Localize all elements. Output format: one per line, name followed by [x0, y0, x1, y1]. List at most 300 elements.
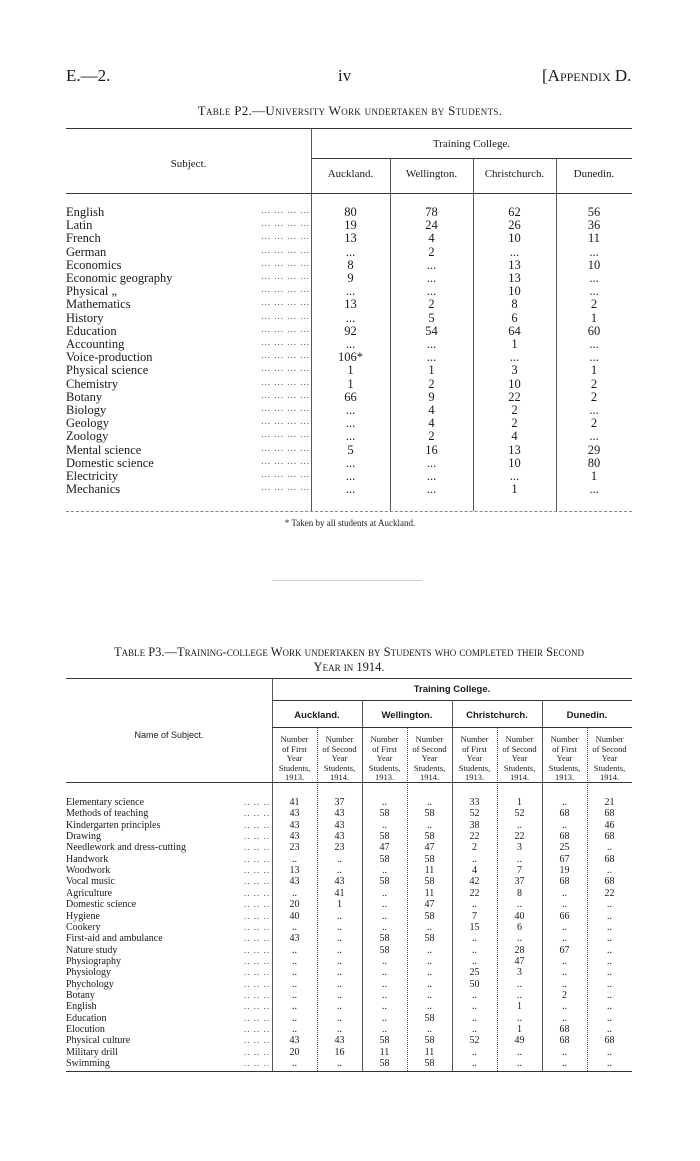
table-p3-cell: 1 [337, 899, 342, 911]
table-p3-row-leader: .. .. .. [244, 887, 270, 898]
table-p3-row-subject: First-aid and ambulance [66, 933, 163, 945]
table-p3-sub-header-line: Year [601, 753, 618, 763]
table-p3-cell: 49 [514, 1035, 525, 1047]
table-p3-row-leader: .. .. .. [244, 1046, 270, 1057]
table-p2-cell: 13 [344, 297, 357, 312]
table-p3-cell: .. [607, 933, 612, 945]
table-p3-cell: .. [292, 1001, 297, 1013]
table-p2-cell: 24 [425, 218, 438, 233]
table-p3-sub-header-line: Students, [458, 762, 491, 773]
table-p3-row-subject: Physiography [66, 955, 121, 967]
table-p2-row-subject: Physical science [66, 363, 149, 378]
table-p2-cell: 1 [511, 337, 518, 351]
table-p3-sub-header-line: 1914. [509, 772, 530, 782]
table-p2-row-leader: ... ... ... ... [261, 323, 310, 334]
table-p3-cell: 3 [517, 967, 522, 979]
table-p2-cell: 8 [511, 297, 518, 312]
table-p3-cell: 8 [517, 887, 522, 899]
table-p3-cell: .. [517, 899, 522, 911]
table-p3-sub-header-line: of Second [502, 743, 537, 754]
table-p3-header-rule [66, 782, 632, 783]
table-p3-cell: .. [292, 978, 297, 990]
table-p2-cell: 66 [344, 389, 357, 404]
table-p3-row-leader: .. .. .. [244, 1001, 270, 1012]
table-p2-column-header: Christchurch. [484, 168, 545, 180]
table-p3-cell: .. [427, 1024, 432, 1035]
table-p3-cell: 43 [334, 819, 345, 831]
table-p2-cell: 36 [587, 218, 601, 233]
table-p2-row-subject: Botany [66, 389, 103, 404]
table-p2-cell: 10 [508, 376, 521, 391]
table-p2-cell: 10 [508, 284, 521, 299]
table-p3-row-leader: .. .. .. [244, 967, 270, 978]
table-p3-cell: 40 [289, 910, 300, 922]
table-p3-cell: 58 [424, 853, 435, 865]
table-p3-row-leader: .. .. .. [244, 1024, 270, 1034]
table-p2-group-header: Training College. [432, 138, 511, 150]
table-p3-sub-header [317, 735, 362, 783]
table-p3-cell: .. [292, 989, 297, 1001]
table-p3-cell: .. [607, 910, 612, 922]
table-p3-sub-header-line: of First [462, 743, 487, 754]
table-p3-row-subject: Needlework and dress-cutting [66, 842, 186, 854]
table-p3-cell: .. [607, 1001, 612, 1013]
table-p2-cell: 10 [508, 231, 521, 246]
table-p3-cell: .. [382, 1012, 387, 1024]
table-p3-cell: 66 [559, 910, 570, 922]
table-p3-cell: 50 [469, 978, 480, 990]
table-p3-cell: .. [382, 910, 387, 922]
table-p2-row-leader: ... ... ... ... [261, 403, 310, 413]
table-p2-row-subject: Mathematics [66, 297, 131, 312]
table-p2-cell: ... [426, 284, 437, 299]
table-p3-row-subject: Methods of teaching [66, 808, 149, 820]
table-p3-cell: .. [517, 853, 522, 865]
table-p3-top-rule [66, 678, 632, 679]
table-p3-cell: 58 [424, 808, 435, 820]
table-p2-row-leader: ... ... ... ... [261, 244, 310, 255]
table-p3-cell: .. [472, 853, 477, 865]
table-p3-college-header: Auckland. [294, 710, 340, 721]
table-p3-cell: .. [382, 967, 387, 979]
table-p3-cell: .. [562, 1001, 567, 1013]
table-p2-row-leader: ... ... ... ... [261, 482, 310, 493]
table-p3-cell: 16 [334, 1046, 345, 1058]
table-p3-cell: 2 [472, 842, 477, 854]
table-p3-row-leader: .. .. .. [244, 865, 270, 876]
table-p3-cell: .. [607, 865, 612, 877]
table-p3-cell: .. [607, 1058, 612, 1070]
table-p3-cell: .. [427, 921, 432, 933]
table-p3-cell: 47 [424, 842, 435, 854]
table-p2-row-leader: ... ... ... ... [261, 429, 310, 440]
table-p3-cell: .. [472, 955, 477, 967]
table-p3-sub-header-line: Number [550, 734, 579, 744]
table-p3-cell: .. [607, 944, 612, 956]
table-p3-cell: .. [607, 842, 612, 854]
table-p3-cell: .. [337, 1024, 342, 1035]
table-p2-row-subject: Economic geography [66, 271, 173, 285]
appendix-label: [Appendix D. [542, 66, 632, 85]
table-p3-sub-header-line: Students, [503, 762, 536, 773]
table-p3-cell: .. [337, 967, 342, 979]
table-p3-sub-header [587, 735, 632, 783]
table-p2-cell: 3 [511, 363, 518, 378]
table-p3-cell: 58 [379, 1035, 390, 1047]
table-p2-cell: 106* [338, 350, 363, 365]
table-p3-cell: 7 [472, 910, 477, 922]
page-code: E.—2. [66, 66, 111, 85]
table-p2-cell: ... [589, 271, 599, 285]
table-p3-cell: 67 [559, 853, 570, 865]
table-p3-cell: 1 [517, 1001, 522, 1013]
table-p3-cell: 25 [559, 842, 570, 854]
table-p3-row-subject: Nature study [66, 944, 118, 956]
table-p2-cell: ... [345, 429, 356, 444]
table-p2-cell: ... [426, 271, 437, 285]
table-p2-column-header: Auckland. [327, 168, 374, 180]
table-p3-cell: 58 [424, 1012, 435, 1024]
table-p2-cell: ... [345, 403, 356, 417]
table-p2-cell: ... [345, 337, 356, 351]
table-p2-row-leader: ... ... ... ... [261, 350, 310, 361]
table-p3-cell: .. [517, 1058, 522, 1070]
table-p2-row-leader: ... ... ... ... [261, 469, 310, 479]
table-p2-cell: ... [589, 350, 599, 365]
table-p3-cell: 23 [334, 842, 345, 854]
table-p3-sub-header-line: Students, [278, 762, 311, 773]
table-p2-cell: 78 [425, 205, 438, 219]
table-p2-row-leader: ... ... ... ... [261, 205, 310, 215]
table-p3-cell: .. [472, 933, 477, 945]
table-p2-cell: 16 [425, 442, 438, 457]
table-p3-row-leader: .. .. .. [244, 989, 270, 1000]
table-p3-row-subject: Domestic science [66, 899, 137, 911]
table-p2-cell: ... [426, 482, 437, 497]
table-p2-cell: 64 [508, 323, 521, 338]
table-p3-row-leader: .. .. .. [244, 944, 270, 955]
table-p3-sub-header-line: 1913. [284, 772, 305, 782]
table-p2-cell: 56 [587, 205, 601, 219]
table-p3-sub-header-line: 1914. [599, 772, 620, 782]
table-p2-row-leader: ... ... ... ... [261, 297, 310, 308]
table-p3-cell: .. [292, 1058, 297, 1070]
table-p3-cell: .. [382, 797, 387, 808]
table-p3-sub-header-line: Number [415, 734, 444, 744]
table-p3-sub-header-line: of Second [322, 743, 357, 754]
table-p2-cell: ... [426, 337, 437, 351]
table-p3-title-line-1: Table P3.—Training-college Work undertaken by Students who completed their Second [113, 645, 585, 659]
table-p3-row-subject: Hygiene [66, 910, 100, 922]
table-p3-cell: 41 [334, 887, 345, 899]
table-p3-sub-header-line: Year [376, 753, 393, 763]
table-p3-sub-header [407, 735, 452, 783]
table-p3-sub-header-line: Students, [323, 762, 356, 773]
table-p3-sub-header-line: of Second [412, 743, 447, 754]
table-p3-cell: .. [472, 1058, 477, 1070]
table-p3-cell: .. [427, 978, 432, 990]
table-p3-cell: 68 [604, 876, 615, 888]
table-p3-cell: 58 [379, 933, 390, 945]
table-p3-row-leader: .. .. .. [244, 933, 270, 944]
table-p2-cell: 10 [508, 455, 521, 470]
table-p3-row-subject: Agriculture [66, 887, 113, 899]
table-p3-cell: 58 [379, 808, 390, 820]
table-p2-row-leader: ... ... ... ... [261, 389, 310, 400]
table-p3-cell: 37 [514, 876, 525, 888]
table-p2-cell: ... [345, 244, 356, 259]
table-p2-row-leader: ... ... ... ... [261, 257, 310, 268]
table-p2-row-subject: Zoology [66, 429, 109, 444]
table-p2-cell: ... [345, 482, 356, 497]
table-p2-subject-header: Subject. [170, 158, 207, 170]
table-p3-cell: 7 [517, 865, 522, 877]
table-p3-cell: 11 [424, 865, 435, 877]
table-p3-sub-header-line: Students, [593, 762, 626, 773]
table-p2-cell: ... [509, 350, 520, 365]
table-p2-group-rule [311, 158, 632, 159]
table-p3-cell: 11 [424, 887, 435, 899]
table-p2-cell: 80 [344, 205, 357, 219]
table-p3-cell: 58 [379, 853, 390, 865]
table-p2-cell: 2 [590, 376, 598, 391]
table-p3-cell: .. [292, 853, 297, 865]
table-p3-cell: 68 [559, 1035, 570, 1047]
table-p2-row-subject: Mental science [66, 442, 142, 457]
table-p3-cell: .. [607, 989, 612, 1001]
table-p3-cell: 23 [289, 842, 300, 854]
table-p2-cell: ... [589, 244, 599, 259]
page-number: iv [338, 66, 352, 85]
table-p3-row-subject: Botany [66, 989, 95, 1001]
table-p3-cell: .. [382, 921, 387, 933]
table-p2-cell: 2 [590, 297, 598, 312]
table-p3-cell: 28 [514, 944, 525, 956]
table-p3-cell: .. [472, 944, 477, 956]
table-p3-cell: .. [292, 1012, 297, 1024]
table-p3-cell: 11 [379, 1046, 390, 1058]
table-p2-cell: 1 [428, 363, 435, 378]
table-p3-group-header: Training College. [413, 684, 491, 695]
table-p3-cell: 68 [604, 831, 615, 843]
table-p2-cell: ... [345, 469, 356, 483]
table-p3-row-leader: .. .. .. [244, 955, 270, 966]
table-p3-cell: .. [382, 955, 387, 967]
table-p2-row-subject: Electricity [66, 469, 119, 483]
table-p3-row-leader: .. .. .. [244, 899, 270, 910]
table-p2-cell: 1 [590, 469, 598, 483]
table-p3-cell: 47 [514, 955, 525, 967]
table-p3-cell: .. [427, 797, 432, 808]
table-p3-cell: 43 [334, 808, 345, 820]
table-p3-cell: 58 [424, 933, 435, 945]
table-p3-cell: 13 [289, 865, 300, 877]
table-p3-row-subject: Drawing [66, 831, 101, 843]
table-p3-cell: .. [382, 887, 387, 899]
table-p3-row-leader: .. .. .. [244, 921, 270, 932]
table-p3-cell: .. [337, 865, 342, 877]
table-p3-cell: 43 [334, 1035, 345, 1047]
table-p2-cell: 92 [344, 323, 357, 338]
table-p3-cell: 43 [289, 819, 300, 831]
table-p2-footnote: * Taken by all students at Auckland. [284, 518, 416, 528]
table-p3-row-leader: .. .. .. [244, 797, 270, 807]
table-p2-row-leader: ... ... ... ... [261, 455, 310, 466]
table-p3-row-leader: .. .. .. [244, 876, 270, 887]
table-p3-cell: .. [337, 1012, 342, 1024]
table-p3-sub-header-line: Number [280, 734, 309, 744]
table-p3-row-subject: Elocution [66, 1024, 105, 1035]
table-p2-title: Table P2.—University Work undertaken by Students. [197, 103, 503, 118]
table-p3-cell: .. [427, 989, 432, 1001]
table-p2-row-subject: English [66, 205, 105, 219]
table-p2-row-subject: Latin [66, 218, 93, 233]
table-p2-cell: 62 [508, 205, 521, 219]
table-p3-row-leader: .. .. .. [244, 1058, 270, 1069]
table-p2-cell: 1 [347, 363, 354, 378]
table-p3-cell: 1 [517, 797, 522, 808]
table-p2-cell: 10 [587, 257, 601, 272]
table-p2-row-subject: Biology [66, 403, 107, 417]
table-p2-cell: 11 [587, 231, 601, 246]
table-p3-cell: 68 [604, 853, 615, 865]
table-p3-cell: .. [427, 955, 432, 967]
table-p3-sub-header-line: Year [466, 753, 483, 763]
table-p2-cell: 13 [508, 257, 521, 272]
table-p2-row-leader: ... ... ... ... [261, 442, 310, 453]
table-p3-cell: 40 [514, 910, 525, 922]
table-p3-cell: .. [382, 819, 387, 831]
table-p3-cell: 42 [469, 876, 480, 888]
table-p2-row-leader: ... ... ... ... [261, 363, 310, 374]
table-p3-cell: 68 [559, 831, 570, 843]
table-p2-row-subject: Geology [66, 416, 110, 431]
table-p3-cell: 22 [604, 887, 615, 899]
table-p3-sub-header [542, 735, 587, 783]
table-p3-cell: 43 [334, 876, 345, 888]
table-p3-cell: .. [562, 933, 567, 945]
table-p2-row-subject: Economics [66, 257, 122, 272]
table-p2-cell: 1 [511, 482, 518, 497]
table-p3-cell: .. [337, 955, 342, 967]
table-p3-sub-header-line: 1914. [419, 772, 440, 782]
table-p3-cell: .. [607, 978, 612, 990]
table-p3-college-header: Christchurch. [466, 710, 528, 721]
table-p3-cell: 25 [469, 967, 480, 979]
table-p2-cell: 2 [428, 376, 435, 391]
table-p2-cell: 80 [587, 455, 601, 470]
table-p3-cell: .. [337, 933, 342, 945]
table-p3-row-leader: .. .. .. [244, 910, 270, 921]
table-p3-cell: 58 [379, 876, 390, 888]
table-p3-cell: .. [607, 967, 612, 979]
table-p3-cell: 19 [559, 865, 570, 877]
table-p3-cell: 58 [424, 831, 435, 843]
table-p3-cell: 68 [559, 1024, 570, 1035]
table-p3-cell: 52 [514, 808, 525, 820]
table-p2-cell: ... [426, 257, 437, 272]
table-p3-cell: .. [337, 1001, 342, 1013]
table-p2-row-subject: Education [66, 323, 117, 338]
table-p3-cell: 37 [334, 797, 345, 808]
table-p2-cell: ... [426, 350, 437, 365]
table-p3-cell: .. [292, 1024, 297, 1035]
table-p2-cell: 2 [511, 403, 518, 417]
table-p3-cell: 68 [604, 808, 615, 820]
table-p3-row-subject: Vocal music [66, 876, 115, 888]
table-p3-row-leader: .. .. .. [244, 978, 270, 989]
table-p3-cell: 43 [289, 876, 300, 888]
table-p2-cell: 6 [511, 310, 518, 325]
table-p2-row-leader: ... ... ... ... [261, 337, 310, 347]
table-p3-sub-header-line: 1913. [554, 772, 575, 782]
table-p2-column-header: Dunedin. [573, 168, 615, 180]
table-p3-cell: .. [382, 989, 387, 1001]
table-p2-cell: ... [589, 403, 599, 417]
table-p3-row-subject: Kindergarten principles [66, 819, 161, 831]
table-p3-cell: .. [562, 1046, 567, 1058]
table-p2-cell: ... [509, 469, 520, 483]
table-p3-cell: 43 [289, 933, 300, 945]
table-p2-row-leader: ... ... ... ... [261, 376, 310, 387]
table-p3-college-header: Dunedin. [566, 710, 608, 721]
table-p3-cell: 58 [379, 1058, 390, 1070]
table-p3-cell: .. [472, 1001, 477, 1013]
table-p2-column-header: Wellington. [405, 168, 458, 180]
table-p3-row-subject: Handwork [66, 853, 109, 865]
table-p3-cell: 43 [289, 1035, 300, 1047]
table-p3-sub-header-line: Students, [548, 762, 581, 773]
table-p3-cell: .. [292, 955, 297, 967]
table-p3-college-rule [272, 727, 632, 728]
table-p3-cell: .. [607, 1012, 612, 1024]
table-p2-cell: ... [589, 429, 599, 444]
table-p3-sub-header-line: Number [325, 734, 354, 744]
table-p2-cell: 19 [344, 218, 357, 233]
table-p3-row-subject: Woodwork [66, 865, 111, 877]
table-p3-cell: .. [517, 978, 522, 990]
table-p3-cell: .. [337, 944, 342, 956]
table-p2-cell: ... [426, 469, 437, 483]
table-p3-cell: .. [337, 989, 342, 1001]
table-p3-row-subject: Phychology [66, 978, 114, 990]
table-p2-cell: 5 [347, 442, 354, 457]
table-p2-row-subject: German [66, 244, 107, 259]
table-p2-cell: 13 [508, 442, 521, 457]
table-p3-row-subject: Physical culture [66, 1035, 131, 1047]
table-p3-sub-header-line: Number [505, 734, 534, 744]
table-p3-cell: .. [337, 853, 342, 865]
table-p3-row-subject: Cookery [66, 921, 101, 933]
table-p2-row-leader: ... ... ... ... [261, 231, 310, 242]
table-p3-cell: 68 [604, 1035, 615, 1047]
table-p2-cell: 13 [344, 231, 357, 246]
table-p3-sub-header-line: 1913. [374, 772, 395, 782]
table-p2-cell: ... [509, 244, 520, 259]
table-p3-cell: 47 [379, 842, 390, 854]
table-p3-cell: .. [472, 1012, 477, 1024]
table-p2-bottom-rule [66, 511, 632, 512]
table-p3-sub-header-line: of First [552, 743, 577, 754]
table-p3-cell: .. [382, 899, 387, 911]
table-p3-cell: 58 [424, 1058, 435, 1070]
table-p2-cell: 1 [590, 310, 598, 325]
table-p3-row-leader: .. .. .. [244, 819, 270, 830]
table-p3-subject-header: Name of Subject. [134, 730, 204, 740]
table-p3-sub-header-line: Year [511, 753, 528, 763]
table-p2-row-leader: ... ... ... ... [261, 218, 310, 229]
table-p2-cell: 29 [587, 442, 601, 457]
